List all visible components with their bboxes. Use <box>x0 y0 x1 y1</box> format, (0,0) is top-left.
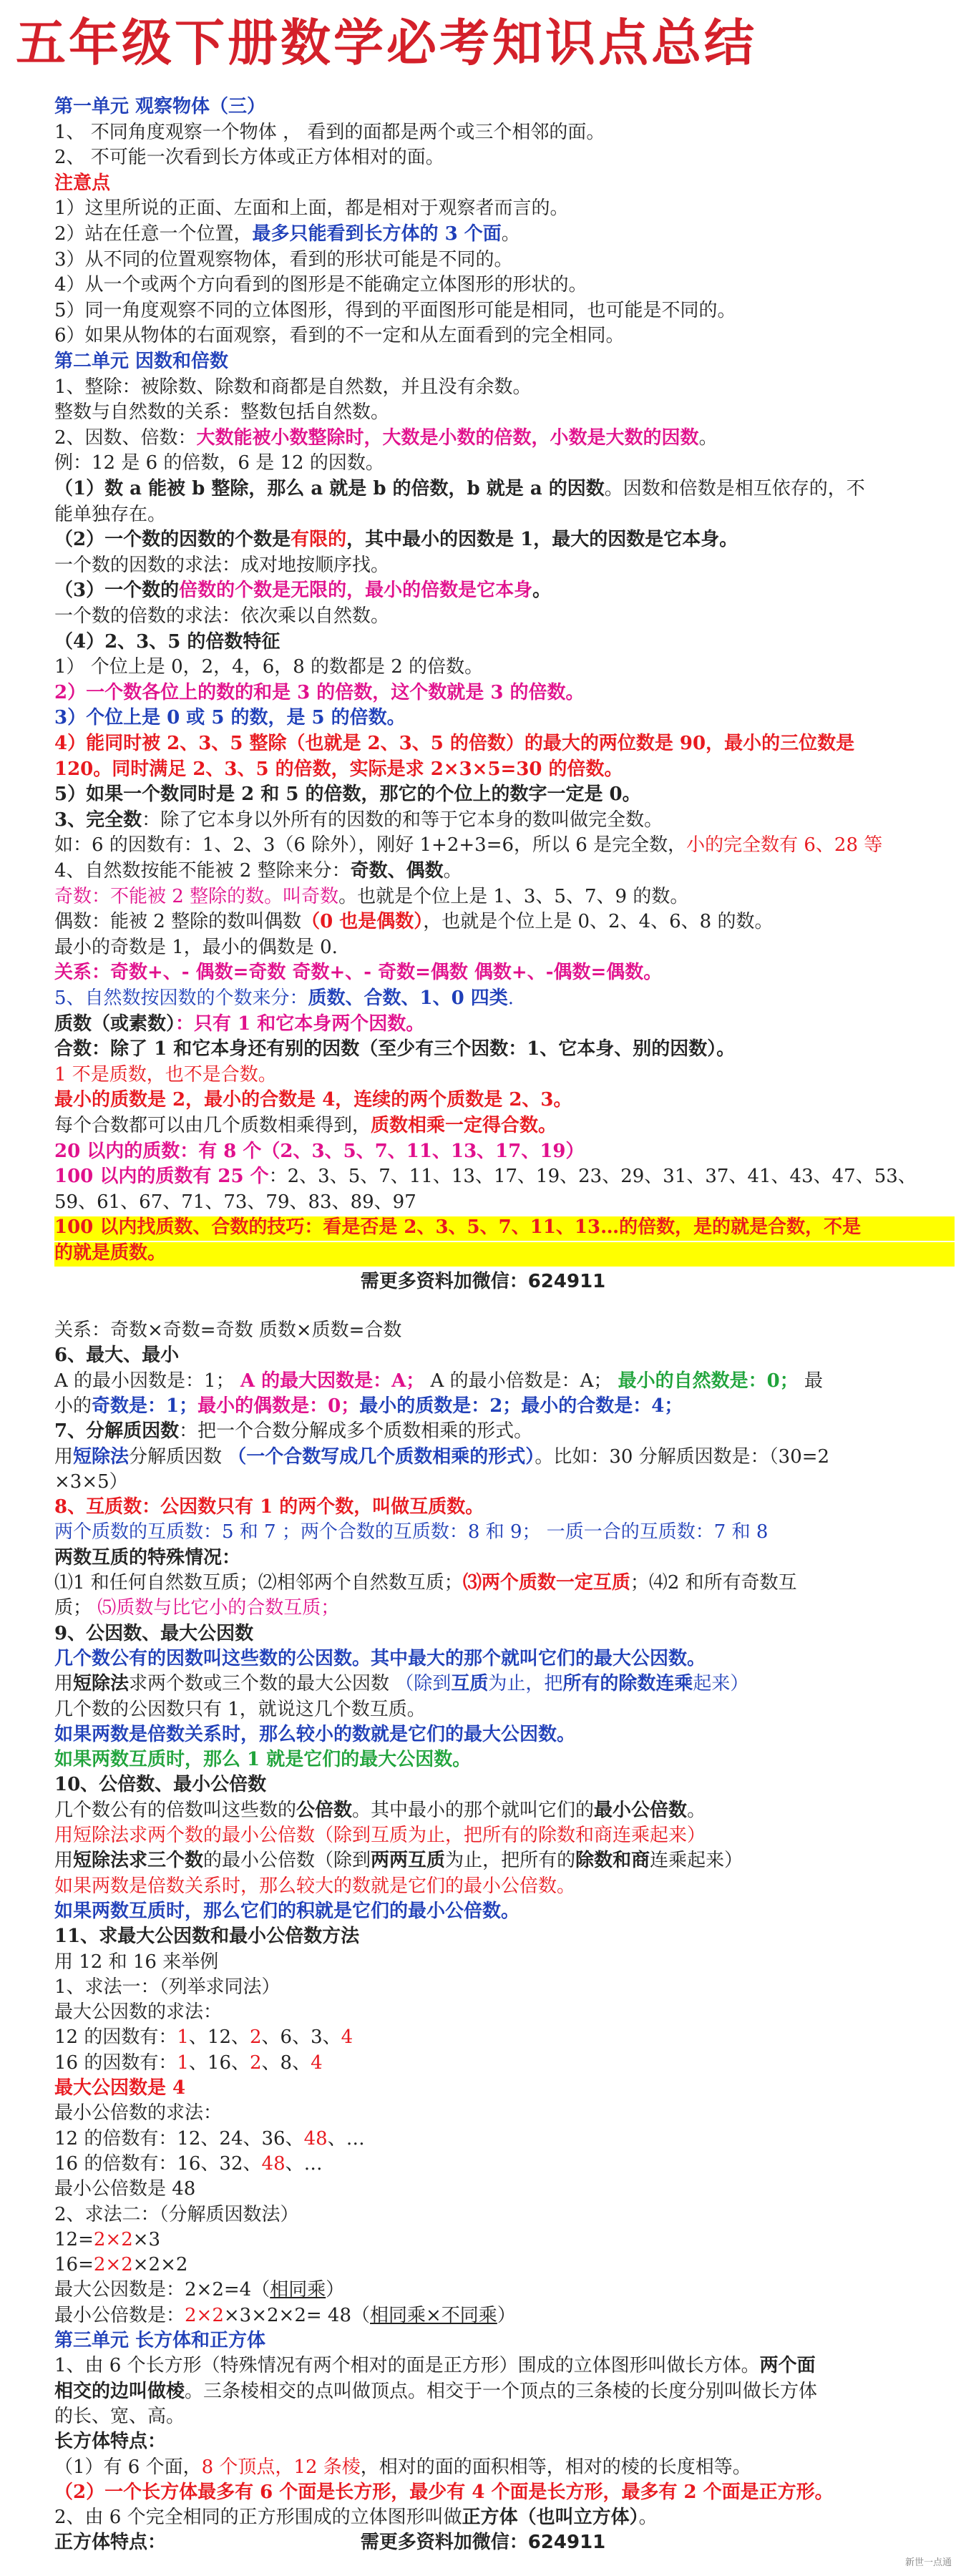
text-run: 。 <box>687 1799 706 1821</box>
text-run: 1、 不同角度观察一个物体 ， 看到的面都是两个或三个相邻的面。 <box>54 121 605 143</box>
text-line <box>0 1975 952 2000</box>
text-run: ×3×2×2= 48（ <box>223 2304 371 2326</box>
text-line <box>0 94 952 120</box>
text-run: 几个数公有的倍数叫这些数的 <box>54 1799 297 1821</box>
page-title: 五年级下册数学必考知识点总结 <box>16 14 757 72</box>
text-run: 4）能同时被 2、3、5 整除（也就是 2、3、5 的倍数）的最大的两位数是 90，最小的三位数是 <box>54 733 855 754</box>
text-line <box>0 757 952 783</box>
text-run: 1 不是质数，也不是合数。 <box>54 1063 277 1085</box>
text-run: 相同乘 <box>270 2279 326 2301</box>
text-run: 最小公倍数是： <box>54 2304 185 2326</box>
text-run: 几个数的公因数只有 1，就说这几个数互质。 <box>54 1698 426 1720</box>
text-line <box>0 2127 952 2152</box>
text-run: ⑶两个质数一定互质 <box>462 1572 630 1594</box>
text-run: ，也就是个位上是 0、2、4、6、8 的数。 <box>423 911 774 933</box>
text-run: 为止，把所有的 <box>445 1850 576 1872</box>
text-run: （除到 <box>395 1673 452 1695</box>
text-run: 短除法求三个数 <box>73 1850 204 1872</box>
text-run: 最小的质数是：2； <box>359 1395 522 1417</box>
text-run: （1）数 a 能被 b 整除，那么 a 就是 b 的倍数，b 就是 a 的因数 <box>54 478 605 499</box>
text-run: ：2、3、5、7、11、13、17、19、23、29、31、37、41、43、47、53、 <box>268 1166 917 1188</box>
text-line <box>0 1037 952 1063</box>
text-run: 3、完全数 <box>54 809 142 831</box>
text-line <box>0 731 952 757</box>
text-run: A 的最小因数是：1； <box>54 1370 240 1392</box>
text-run: 几个数公有的因数叫这些数的公因数。其中最大的那个就叫它们的最大公因数。 <box>54 1647 706 1669</box>
text-run: 48 <box>303 2127 328 2150</box>
text-run: 最大公因数的求法： <box>54 2001 223 2024</box>
text-run: 第一单元 观察物体（三） <box>54 96 266 117</box>
text-run: 最小公倍数是 48 <box>54 2178 196 2200</box>
text-run: 相交的边叫做棱 <box>54 2380 185 2402</box>
text-run: 、8、 <box>261 2051 311 2074</box>
text-run: 大数能被小数整除时，大数是小数的倍数，小数是大数的因数 <box>196 426 699 449</box>
text-run: 除数和商 <box>575 1850 650 1872</box>
text-line <box>0 451 952 477</box>
text-line <box>0 833 952 859</box>
text-run: 1） 个位上是 0，2，4，6，8 的数都是 2 的倍数。 <box>54 656 484 678</box>
text-line <box>0 1113 952 1139</box>
text-line <box>0 2328 952 2353</box>
text-line <box>0 1012 952 1038</box>
text-run: 16 的倍数有：16、32、 <box>54 2152 262 2175</box>
text-line <box>0 502 952 528</box>
text-line <box>0 1394 952 1419</box>
text-run: 最 <box>798 1370 823 1392</box>
text-line <box>0 426 952 452</box>
text-run: 的长、宽、高。 <box>54 2405 185 2427</box>
text-line <box>0 1343 952 1368</box>
text-run: 能单独存在。 <box>54 503 167 525</box>
text-run: 。其中最小的那个就叫它们的 <box>352 1799 595 1821</box>
text-run: 。三条棱相交的点叫做顶点。相交于一个顶点的三条棱的长度分别叫做长方体 <box>185 2380 818 2402</box>
text-run: 、6、3、 <box>261 2026 341 2049</box>
text-run: 2×2 <box>93 2254 133 2276</box>
text-run: 2、求法二：（分解质因数法） <box>54 2203 299 2225</box>
text-line <box>0 2353 952 2379</box>
text-line <box>0 349 952 375</box>
text-run: 12 的倍数有：12、24、36、 <box>54 2127 304 2150</box>
text-line <box>0 1950 952 1975</box>
text-run: 关系：奇数+、- 偶数=奇数 奇数+、- 奇数=偶数 偶数+、-偶数=偶数。 <box>54 962 663 984</box>
text-run: 100 以内的质数有 25 个 <box>54 1166 269 1188</box>
text-run: 5）如果一个数同时是 2 和 5 的倍数，那它的个位上的数字一定是 0。 <box>54 784 641 806</box>
text-run: 两两互质 <box>371 1850 446 1872</box>
text-run: 12 的因数有： <box>54 2026 177 2049</box>
text-line <box>0 1848 952 1873</box>
text-run: 小的 <box>54 1395 92 1417</box>
text-run: 用短除法求两个数的最小公倍数（除到互质为止，把所有的除数和商连乘起来） <box>54 1825 706 1846</box>
text-run: 16= <box>54 2254 94 2276</box>
text-run: 8、互质数：公因数只有 1 的两个数，叫做互质数。 <box>54 1496 484 1518</box>
text-line <box>0 145 952 171</box>
text-run: 整数与自然数的关系：整数包括自然数。 <box>54 401 390 424</box>
text-line <box>0 171 952 197</box>
text-line <box>0 1495 952 1520</box>
text-line <box>0 1190 952 1216</box>
text-run: 4 <box>311 2051 323 2074</box>
text-run: 最小的偶数是：0； <box>197 1395 360 1417</box>
text-run: 48 <box>261 2152 286 2175</box>
text-line <box>0 630 952 655</box>
wechat-note-bottom: 需更多资料加微信：624911 <box>360 2532 606 2553</box>
text-run: 、12、 <box>188 2026 250 2049</box>
text-run: 互质 <box>451 1673 489 1695</box>
text-run: 如：6 的因数有：1、2、3（6 除外），刚好 1+2+3=6，所以 6 是完全数， <box>54 834 687 857</box>
text-run: 最小公倍数 <box>594 1799 688 1821</box>
text-run: 如果两数是倍数关系时，那么较大的数就是它们的最小公倍数。 <box>54 1875 576 1897</box>
text-line <box>0 960 952 986</box>
text-line <box>0 1571 952 1596</box>
text-run: ，相对的面的面积相等，相对的棱的长度相等。 <box>360 2456 751 2478</box>
text-run: 例：12 是 6 的倍数，6 是 12 的因数。 <box>54 452 384 474</box>
text-line <box>0 1697 952 1722</box>
text-line <box>0 1419 952 1444</box>
text-run: 小的完全数有 6、28 等 <box>686 834 883 857</box>
text-run: 长方体特点： <box>54 2431 167 2453</box>
text-line <box>0 2429 952 2454</box>
text-run: 最小公倍数的求法： <box>54 2102 223 2124</box>
text-run: 所有的除数连乘 <box>562 1673 693 1695</box>
text-run: 4 <box>341 2026 353 2049</box>
text-run: 5）同一角度观察不同的立体图形，得到的平面图形可能是相同，也可能是不同的。 <box>54 299 736 321</box>
text-run: 。也就是个位上是 1、3、5、7、9 的数。 <box>338 885 689 907</box>
text-run: 正方体特点： <box>54 2532 167 2554</box>
text-run: ：只有 1 和它本身两个因数。 <box>175 1013 425 1035</box>
text-run: 相同乘×不同乘 <box>370 2304 497 2326</box>
text-run: 一个数的倍数的求法：依次乘以自然数。 <box>54 605 390 627</box>
text-run: 如果两数互质时，那么 1 就是它们的最大公因数。 <box>54 1749 472 1771</box>
text-line <box>0 1445 952 1470</box>
text-line <box>0 1798 952 1823</box>
text-run: ） <box>326 2279 345 2301</box>
text-line <box>0 1772 952 1797</box>
text-run: 如果两数互质时，那么它们的积就是它们的最小公倍数。 <box>54 1900 520 1922</box>
text-line <box>0 859 952 884</box>
text-line <box>0 553 952 579</box>
text-run: 第三单元 长方体和正方体 <box>54 2330 266 2351</box>
text-line <box>0 2000 952 2025</box>
text-run: 100 以内找质数、合数的技巧：看是否是 2、3、5、7、11、13…的倍数，是的就是合数，不是 <box>54 1216 862 1239</box>
wechat-note: 需更多资料加微信：624911 <box>360 1271 606 1292</box>
text-run: 4、自然数按能不能被 2 整除来分： <box>54 860 351 882</box>
text-line <box>0 248 952 273</box>
text-run: 6）如果从物体的右面观察，看到的不一定和从左面看到的完全相同。 <box>54 325 625 347</box>
text-run: 一个数的因数的求法：成对地按顺序找。 <box>54 554 390 576</box>
text-run: 1）这里所说的正面、左面和上面，都是相对于观察者而言的。 <box>54 197 569 220</box>
text-run: 1 <box>177 2026 189 2049</box>
text-run: （0 也是偶数） <box>301 911 424 933</box>
text-run: 5、自然数按因数的个数来分： <box>54 987 308 1009</box>
text-line <box>0 2404 952 2429</box>
text-line <box>0 604 952 630</box>
text-run: 有限的 <box>291 529 347 551</box>
text-line <box>0 1139 952 1165</box>
text-run: 。 <box>443 860 462 882</box>
text-run: ⑸质数与比它小的合数互质； <box>97 1597 340 1619</box>
text-run: 6、最大、最小 <box>54 1345 180 1367</box>
text-run: 最多只能看到长方体的 3 个面 <box>252 223 502 245</box>
text-run: 第二单元 因数和倍数 <box>54 351 229 372</box>
text-run: 、… <box>285 2152 323 2175</box>
text-run: 每个合数都可以由几个质数相乘得到， <box>54 1115 371 1136</box>
text-run: 质数、合数、1、0 四类 <box>308 987 508 1009</box>
text-run: 的最小公倍数（除到 <box>203 1850 371 1872</box>
text-run: ，其中最小的因数是 1，最大的因数是它本身。 <box>346 529 738 551</box>
text-run: 偶数：能被 2 整除的数叫偶数 <box>54 911 302 933</box>
text-run: 正方体（也叫立方体） <box>462 2507 639 2529</box>
text-run: 16 的因数有： <box>54 2051 177 2074</box>
text-line <box>0 680 952 706</box>
text-line <box>0 909 952 935</box>
text-line <box>0 655 952 680</box>
text-line <box>0 2480 952 2505</box>
text-line <box>0 1899 952 1924</box>
text-run: ⑴1 和任何自然数互质；⑵相邻两个自然数互质； <box>54 1572 463 1594</box>
text-line <box>0 1596 952 1621</box>
text-run: 、16、 <box>188 2051 250 2074</box>
text-line <box>0 808 952 834</box>
text-run: 3）个位上是 0 或 5 的数，是 5 的倍数。 <box>54 707 406 729</box>
text-run: 分解质因数 <box>129 1445 228 1468</box>
text-run: ×2×2 <box>132 2254 188 2276</box>
text-line <box>0 782 952 808</box>
text-run: 用 <box>54 1850 74 1872</box>
text-line <box>0 2379 952 2404</box>
text-run: ） <box>497 2304 516 2326</box>
text-run: 如果两数是倍数关系时，那么较小的数就是它们的最大公因数。 <box>54 1723 576 1745</box>
text-run: ；⑷2 和所有奇数互 <box>630 1572 797 1594</box>
text-run: 质数相乘一定得合数。 <box>371 1115 557 1136</box>
text-run: 最大公因数是 4 <box>54 2077 186 2099</box>
text-run: 两个面 <box>759 2355 816 2377</box>
text-line <box>0 935 952 961</box>
text-run: 1 <box>177 2051 189 2074</box>
text-run: 短除法 <box>73 1445 130 1468</box>
text-line <box>0 1088 952 1113</box>
text-line <box>0 1621 952 1646</box>
text-line <box>0 400 952 426</box>
text-run: ：把一个合数分解成多个质数相乘的形式。 <box>179 1420 533 1443</box>
text-line <box>0 323 952 349</box>
text-run: 最大公因数是：2×2=4（ <box>54 2279 270 2301</box>
text-line <box>0 1924 952 1949</box>
text-line <box>0 1546 952 1571</box>
text-run: 用 <box>54 1673 74 1695</box>
text-line <box>0 2455 952 2480</box>
text-line <box>0 1520 952 1545</box>
text-line <box>0 196 952 222</box>
text-run: ×3 <box>132 2228 161 2250</box>
text-run: 质数（或素数） <box>54 1013 176 1035</box>
text-line <box>0 222 952 248</box>
text-run: 、… <box>327 2127 365 2150</box>
text-run: 1、求法一：（列举求同法） <box>54 1976 280 1998</box>
text-run: 2×2 <box>93 2228 133 2250</box>
text-line <box>0 1241 952 1267</box>
text-line <box>0 120 952 146</box>
text-run: A 的最小倍数是：A； <box>424 1370 618 1392</box>
text-run: . <box>507 987 514 1009</box>
text-run: 合数 <box>54 1038 92 1060</box>
text-run: 起来） <box>693 1673 749 1695</box>
text-run: 2）站在任意一个位置， <box>54 223 253 245</box>
text-run: 2 <box>250 2051 262 2074</box>
text-line <box>0 2303 952 2328</box>
text-run: 奇数是：1； <box>92 1395 198 1417</box>
text-run: ：除了它本身以外所有的因数的和等于它本身的数叫做完全数。 <box>142 809 663 831</box>
text-run: 。 <box>638 2507 658 2529</box>
text-line <box>0 1823 952 1848</box>
text-run: 公倍数 <box>296 1799 353 1821</box>
text-run: （2）一个长方体最多有 6 个面是长方形，最少有 4 个面是长方形，最多有 2 个面是正方形。 <box>54 2481 834 2503</box>
text-run: 。比如：30 分解质因数是：（30=2 <box>535 1445 830 1468</box>
text-run: 用 <box>54 1445 74 1468</box>
text-run: （3）一个数的 <box>54 580 180 602</box>
text-run: 11、求最大公因数和最小公倍数方法 <box>54 1926 360 1948</box>
text-line <box>0 1063 952 1088</box>
text-run: 。因数和倍数是相互依存的，不 <box>604 478 865 499</box>
text-run: 。 <box>501 223 520 245</box>
text-run: （2）一个数的因数的个数是 <box>54 529 291 551</box>
text-run: 2、因数、倍数： <box>54 426 197 449</box>
text-run: 。 <box>532 580 552 602</box>
text-run: 的就是质数。 <box>54 1242 167 1264</box>
text-line <box>0 2177 952 2202</box>
text-run: 最小的自然数是：0； <box>618 1370 799 1392</box>
text-run: 为止，把 <box>488 1673 563 1695</box>
text-run: 2）一个数各位上的数的和是 3 的倍数，这个数就是 3 的倍数。 <box>54 681 585 703</box>
text-line <box>0 1215 952 1241</box>
text-line <box>0 273 952 298</box>
text-line <box>0 1646 952 1672</box>
text-line <box>0 1874 952 1899</box>
text-line <box>0 1747 952 1772</box>
text-run: 求两个数或三个数的最大公因数 <box>129 1673 396 1695</box>
text-run: 2、由 6 个完全相同的正方形围成的立体图形叫做 <box>54 2507 462 2529</box>
text-run: 质； <box>54 1597 98 1619</box>
text-run: 短除法 <box>73 1673 130 1695</box>
text-line <box>0 2152 952 2177</box>
text-line <box>0 986 952 1012</box>
text-run: 两数互质的特殊情况： <box>54 1546 241 1568</box>
text-line <box>0 1164 952 1190</box>
text-run: 连乘起来） <box>650 1850 743 1872</box>
text-run: 59、61、67、71、73、79、83、89、97 <box>54 1191 416 1213</box>
text-line <box>0 2228 952 2253</box>
text-run: 1、整除：被除数、除数和商都是自然数，并且没有余数。 <box>54 376 532 398</box>
text-run: 20 以内的质数：有 8 个（2、3、5、7、11、13、17、19） <box>54 1140 585 1162</box>
text-run: 两个质数的互质数：5 和 7 ；两个合数的互质数：8 和 9； 一质一合的互质数：7 和 8 <box>54 1521 769 1543</box>
text-line <box>0 2025 952 2050</box>
text-line <box>0 578 952 604</box>
text-run: 用 12 和 16 来举例 <box>54 1951 219 1973</box>
text-line <box>0 2278 952 2303</box>
text-run: （4）2、3、5 的倍数特征 <box>54 630 280 653</box>
text-run: 3）从不同的位置观察物体，看到的形状可能是不同的。 <box>54 248 513 270</box>
text-line <box>0 1318 952 1343</box>
text-line <box>0 1672 952 1697</box>
text-run: 奇数：不能被 2 整除的数。叫奇数 <box>54 885 339 907</box>
text-line <box>0 477 952 502</box>
text-run: 2 <box>250 2026 262 2049</box>
text-run: ×3×5） <box>54 1470 128 1493</box>
text-line <box>0 1369 952 1394</box>
text-run: 关系：奇数×奇数=奇数 质数×质数=合数 <box>54 1319 402 1341</box>
text-run: 9、公因数、最大公因数 <box>54 1622 254 1644</box>
text-run: （1）有 6 个面， <box>54 2456 202 2478</box>
text-run: 8 个顶点，12 条棱 <box>201 2456 361 2478</box>
text-run: 注意点 <box>54 172 111 194</box>
text-run: 。 <box>698 426 718 449</box>
text-run: 12= <box>54 2228 94 2250</box>
text-run: 10、公倍数、最小公倍数 <box>54 1774 267 1796</box>
text-run: ：除了 1 和它本身还有别的因数（至少有三个因数：1、它本身、别的因数）。 <box>92 1038 736 1060</box>
text-line <box>0 706 952 731</box>
text-line <box>0 1470 952 1495</box>
text-line <box>0 527 952 553</box>
text-line <box>0 2253 952 2278</box>
text-run: 最小的合数是：4； <box>521 1395 683 1417</box>
text-line <box>0 2101 952 2126</box>
text-run: 1、由 6 个长方形（特殊情况有两个相对的面是正方形）围成的立体图形叫做长方体。 <box>54 2355 760 2377</box>
text-run: A 的最大因数是：A； <box>240 1370 425 1392</box>
text-line <box>0 298 952 324</box>
text-line <box>0 2051 952 2076</box>
text-line <box>0 1722 952 1747</box>
text-run: 奇数、偶数 <box>350 860 444 882</box>
text-run: （一个合数写成几个质数相乘的形式） <box>228 1445 535 1468</box>
text-line <box>0 2202 952 2228</box>
text-run: 4）从一个或两个方向看到的图形是不能确定立体图形的形状的。 <box>54 274 587 296</box>
text-run: 最小的奇数是 1，最小的偶数是 0. <box>54 936 338 958</box>
footer-stamp: 新世一点通 <box>904 2557 952 2568</box>
text-run: 120。同时满足 2、3、5 的倍数，实际是求 2×3×5=30 的倍数。 <box>54 758 623 780</box>
text-run: 最小的质数是 2，最小的合数是 4，连续的两个质数是 2、3。 <box>54 1089 572 1111</box>
text-run: 7、分解质因数 <box>54 1420 180 1443</box>
text-line <box>0 884 952 910</box>
text-line <box>0 375 952 401</box>
text-run: 倍数的个数是无限的，最小的倍数是它本身 <box>179 580 533 602</box>
text-line <box>0 2076 952 2101</box>
text-run: 2×2 <box>185 2304 224 2326</box>
text-run: 2、 不可能一次看到长方体或正方体相对的面。 <box>54 147 444 169</box>
